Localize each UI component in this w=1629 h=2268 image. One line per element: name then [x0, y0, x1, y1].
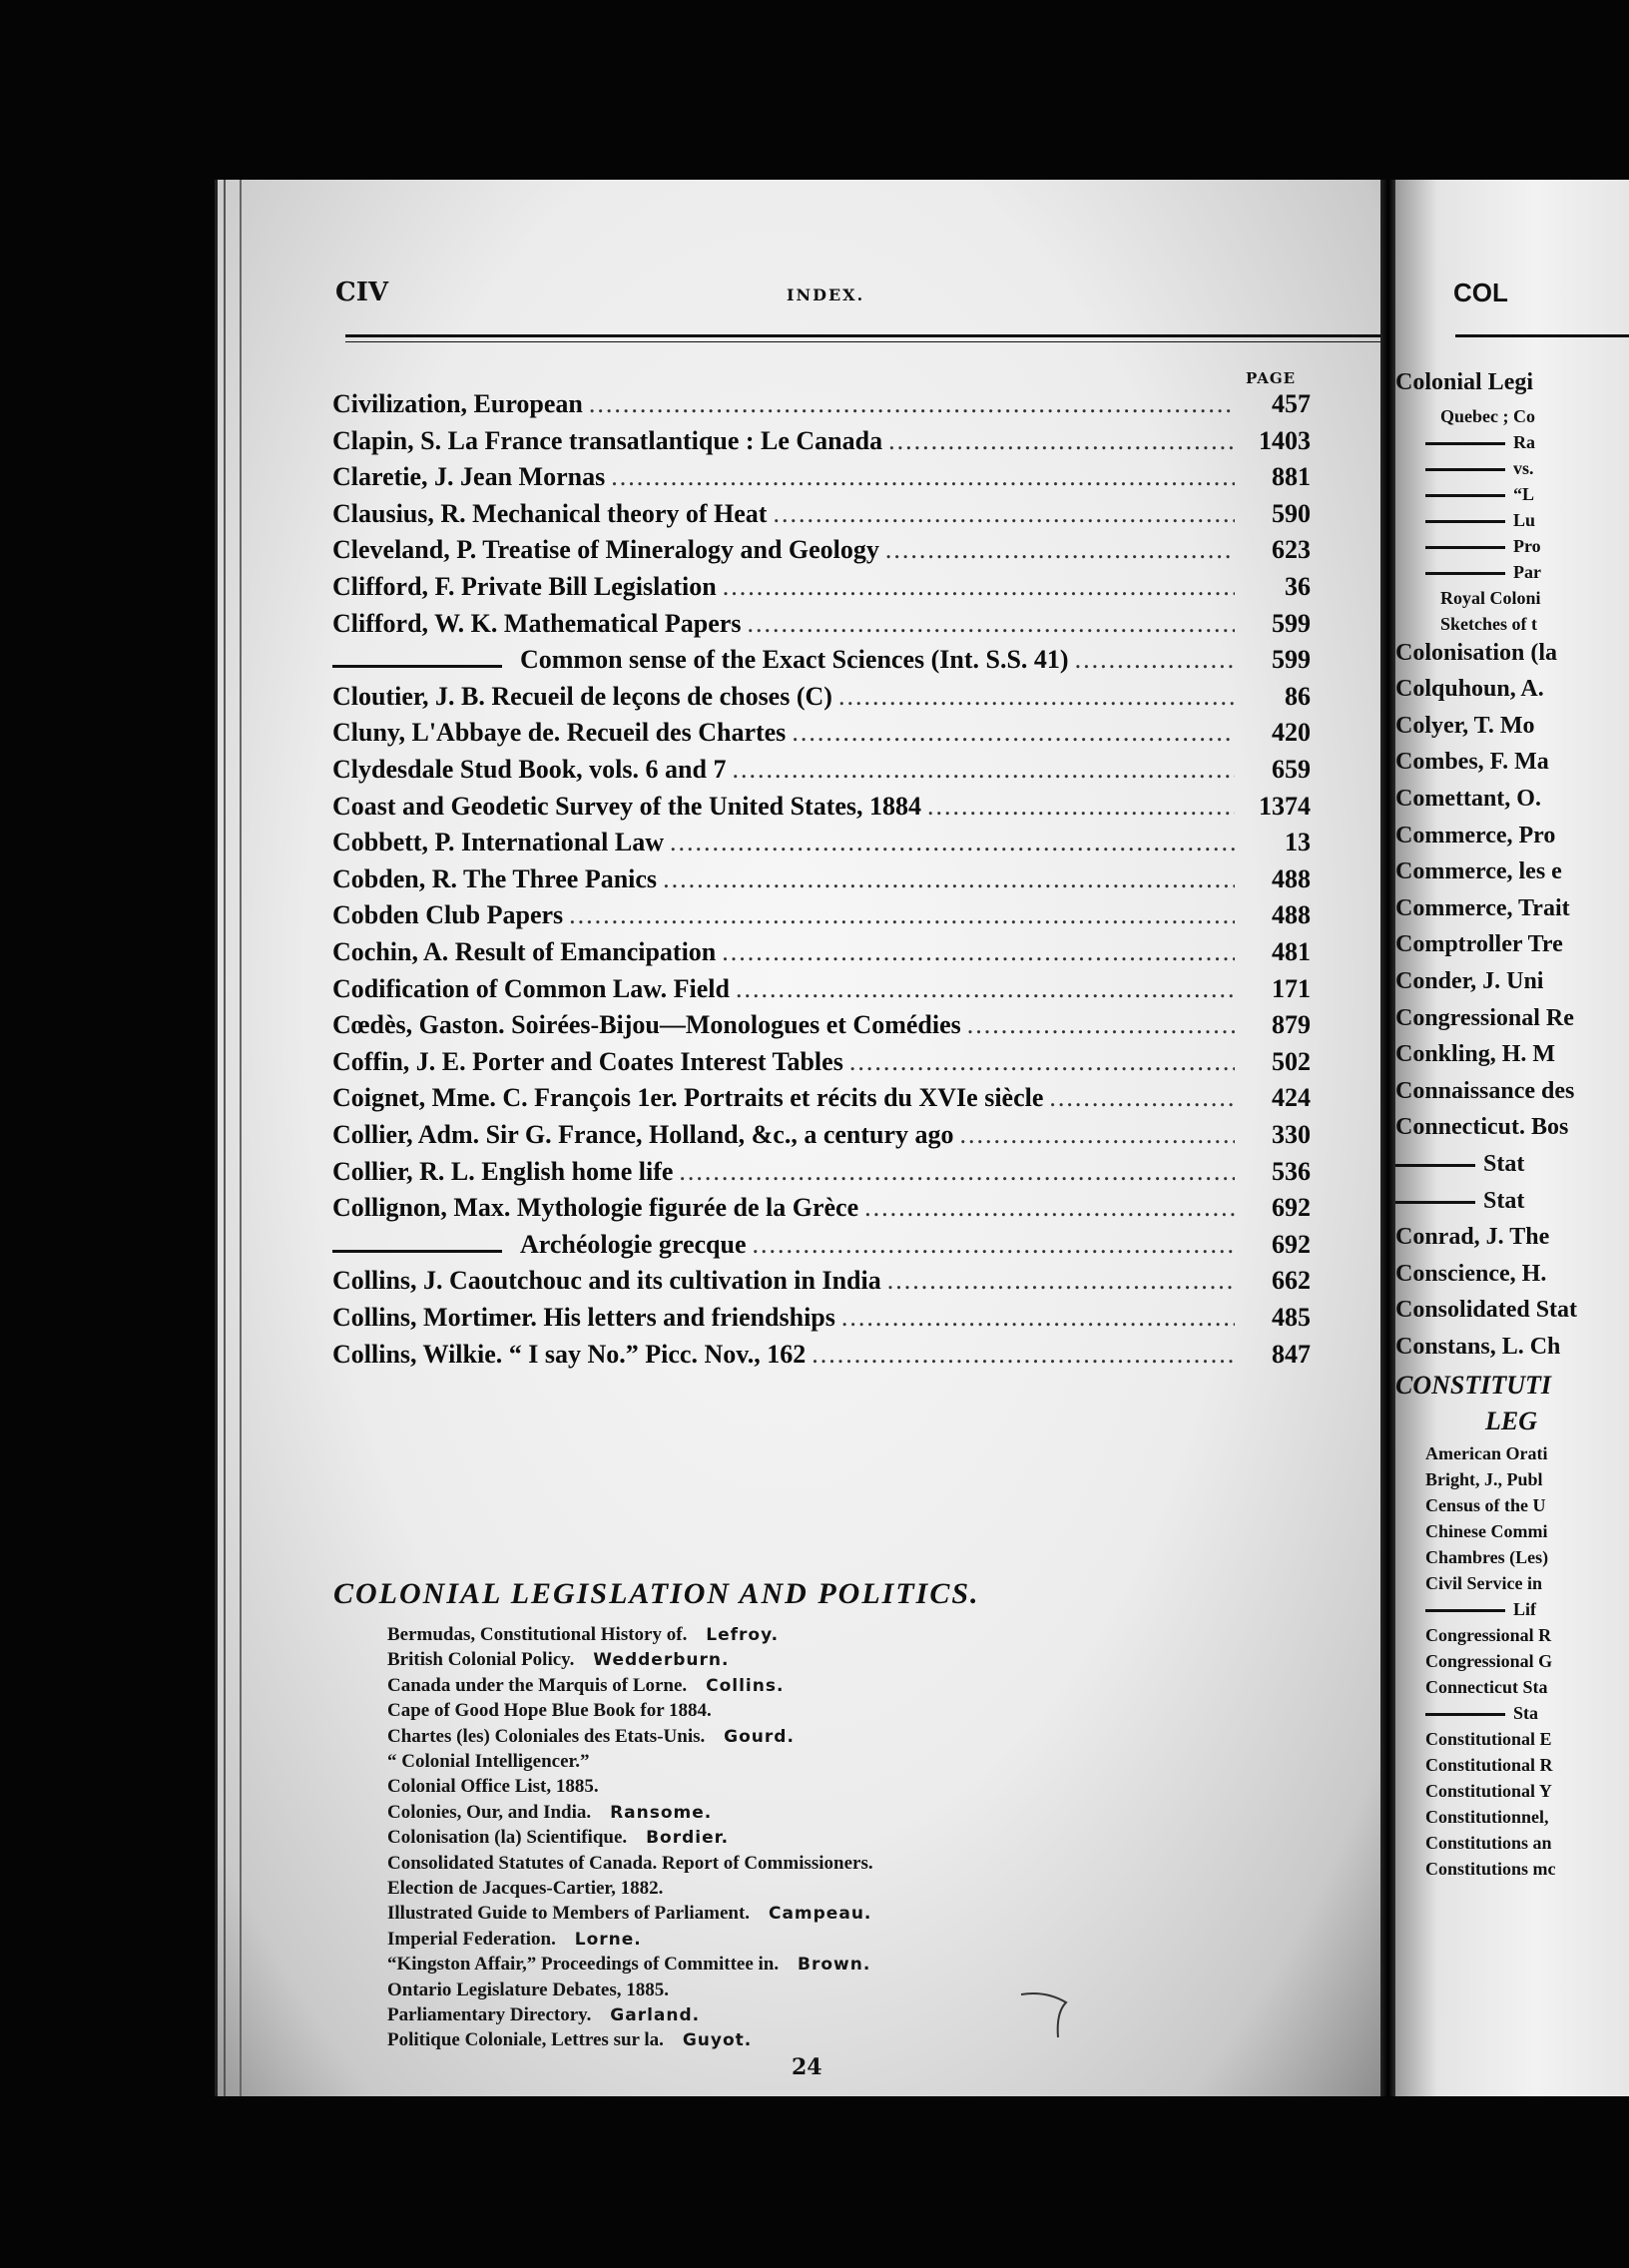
right-line-text: Constitutions an — [1425, 1832, 1552, 1853]
right-line-text: Conrad, J. The — [1395, 1224, 1550, 1251]
index-entry — [332, 864, 1311, 900]
right-line-text: “L — [1513, 483, 1535, 504]
entry-text: Codification of Common Law. Field — [332, 973, 730, 1003]
index-entry — [332, 755, 1311, 791]
section-item-title: Illustrated Guide to Members of Parliament. — [387, 1903, 751, 1925]
ditto-dash — [1425, 494, 1505, 497]
leader-dots — [885, 535, 1235, 565]
index-entry — [332, 1303, 1311, 1339]
entry-text: Coffin, J. E. Porter and Coates Interest Tables — [332, 1046, 843, 1076]
right-line-text: Constitutional Y — [1425, 1780, 1552, 1801]
right-line-text: Chambres (Les) — [1425, 1546, 1549, 1567]
section-item-author: Collins. — [699, 1675, 785, 1696]
right-index-line — [1395, 968, 1629, 1002]
index-entry — [332, 682, 1311, 718]
leader-dots — [679, 1157, 1235, 1187]
right-index-line — [1425, 1547, 1629, 1573]
right-index-line — [1425, 484, 1629, 510]
right-line-text: Sketches of t — [1440, 613, 1537, 634]
right-index-line — [1425, 1755, 1629, 1781]
index-entry — [332, 1083, 1311, 1119]
right-index-line — [1485, 1407, 1629, 1440]
right-index-line — [1425, 1625, 1629, 1651]
index-entry — [332, 645, 1311, 681]
section-item — [387, 1929, 1186, 1955]
section-item — [387, 1853, 1186, 1879]
entry-text: Collier, R. L. English home life — [332, 1156, 674, 1186]
entry-page: 424 — [1272, 1083, 1311, 1113]
right-index-line — [1425, 562, 1629, 588]
right-index-line — [1395, 1224, 1629, 1258]
section-item-author: Bordier. — [639, 1828, 730, 1849]
right-index-line — [1425, 1651, 1629, 1677]
index-entry — [332, 1010, 1311, 1046]
section-item — [387, 1802, 1186, 1828]
right-index-line — [1395, 1334, 1629, 1368]
section-item-author: Lefroy. — [699, 1625, 780, 1645]
section-item-title: Ontario Legislature Debates, 1885. — [387, 1979, 669, 2000]
right-line-text: Census of the U — [1425, 1494, 1546, 1515]
right-line-text: Constitutional R — [1425, 1754, 1553, 1775]
section-item-title: “ Colonial Intelligencer.” — [387, 1751, 590, 1772]
section-item — [387, 1624, 1186, 1650]
entry-page: 1374 — [1259, 791, 1311, 821]
leader-dots — [569, 900, 1235, 930]
right-index-line — [1395, 713, 1629, 747]
right-line-text: Conder, J. Uni — [1395, 968, 1544, 994]
ditto-dash — [1425, 520, 1505, 523]
leader-dots — [589, 389, 1235, 419]
entry-page: 481 — [1272, 937, 1311, 966]
right-line-text: Chinese Commi — [1425, 1520, 1548, 1541]
entry-text: Cœdès, Gaston. Soirées-Bijou—Monologues et Comédies — [332, 1010, 961, 1040]
right-line-text: Connecticut. Bos — [1395, 1114, 1569, 1141]
entry-text: Archéologie grecque — [520, 1229, 747, 1259]
right-index-line — [1425, 1833, 1629, 1859]
right-index-line — [1395, 1151, 1629, 1185]
leader-dots — [812, 1340, 1235, 1370]
index-entry — [332, 462, 1311, 498]
leader-dots — [611, 462, 1235, 492]
section-item-author: Gourd. — [717, 1726, 795, 1747]
right-index-line — [1395, 1005, 1629, 1039]
section-item-title: Colonisation (la) Scientifique. — [387, 1827, 628, 1849]
entry-text: Cobden Club Papers — [332, 900, 564, 930]
right-line-text: Constitutional E — [1425, 1728, 1552, 1749]
index-entry — [332, 1120, 1311, 1156]
index-entry — [332, 609, 1311, 645]
running-head-left: CIV — [335, 278, 389, 307]
right-index-line — [1425, 1599, 1629, 1625]
section-item — [387, 1878, 1186, 1904]
right-line-text: LEG — [1485, 1407, 1537, 1436]
ditto-dash — [332, 665, 502, 668]
section-item-author: Brown. — [791, 1955, 871, 1976]
right-index-line — [1395, 1188, 1629, 1222]
section-item-title: Parliamentary Directory. — [387, 2004, 592, 2025]
section-item — [387, 1649, 1186, 1675]
section-item-author: Campeau. — [762, 1904, 872, 1925]
right-line-text: Bright, J., Publ — [1425, 1468, 1543, 1489]
right-line-text: Sta — [1513, 1702, 1539, 1723]
entry-page: 457 — [1272, 389, 1311, 418]
leader-dots — [967, 1010, 1235, 1040]
section-item-title: Consolidated Statutes of Canada. Report of Commissioners. — [387, 1852, 873, 1874]
leader-dots — [747, 609, 1235, 639]
leader-dots — [1075, 645, 1235, 675]
page-folio: 24 — [792, 2054, 822, 2080]
leader-dots — [887, 1266, 1235, 1296]
leader-dots — [927, 792, 1235, 822]
index-entry — [332, 426, 1311, 462]
entry-text: Coast and Geodetic Survey of the United States, 1884 — [332, 791, 922, 821]
right-index-line — [1395, 369, 1629, 403]
index-entry — [332, 1340, 1311, 1376]
entry-text: Collignon, Max. Mythologie figurée de la Grèce — [332, 1193, 859, 1223]
entry-text: Cochin, A. Result of Emancipation — [332, 937, 717, 966]
right-index-line — [1425, 1495, 1629, 1521]
index-entry — [332, 937, 1311, 973]
section-item-title: Bermudas, Constitutional History of. — [387, 1624, 688, 1645]
right-index-line — [1425, 1443, 1629, 1469]
entry-text: Coignet, Mme. C. François 1er. Portraits et récits du XVIe siècle — [332, 1083, 1044, 1113]
entry-text: Clapin, S. La France transatlantique : Le Canada — [332, 425, 883, 455]
right-index-line — [1425, 1469, 1629, 1495]
section-item-title: Colonial Office List, 1885. — [387, 1776, 599, 1798]
ditto-dash — [1425, 442, 1505, 445]
section-item-title: British Colonial Policy. — [387, 1649, 575, 1671]
section-item-title: Colonies, Our, and India. — [387, 1801, 592, 1823]
right-line-text: Connaissance des — [1395, 1077, 1575, 1104]
right-line-text: Pro — [1513, 535, 1541, 556]
leader-dots — [849, 1047, 1235, 1077]
right-line-text: Combes, F. Ma — [1395, 749, 1549, 776]
leader-dots — [736, 974, 1235, 1004]
section-item — [387, 1726, 1186, 1752]
entry-page: 330 — [1272, 1120, 1311, 1149]
right-line-text: Commerce, Pro — [1395, 822, 1556, 849]
entry-page: 692 — [1272, 1229, 1311, 1259]
entry-text: Clifford, W. K. Mathematical Papers — [332, 608, 742, 638]
right-line-text: Comettant, O. — [1395, 786, 1541, 812]
right-line-text: Commerce, les e — [1395, 858, 1562, 885]
right-line-text: Constitutionnel, — [1425, 1806, 1549, 1827]
entry-page: 662 — [1272, 1266, 1311, 1296]
entry-page: 502 — [1272, 1046, 1311, 1076]
running-head-center: INDEX. — [787, 285, 865, 304]
leader-dots — [773, 499, 1235, 529]
leader-dots — [722, 937, 1235, 967]
right-index-line — [1425, 1807, 1629, 1833]
right-index-line — [1395, 1114, 1629, 1148]
entry-text: Collier, Adm. Sir G. France, Holland, &c., a century ago — [332, 1120, 954, 1149]
section-item — [387, 1751, 1186, 1777]
right-page — [1395, 180, 1629, 2096]
right-line-text: Colyer, T. Mo — [1395, 712, 1535, 739]
section-item-title: Chartes (les) Coloniales des Etats-Unis. — [387, 1725, 706, 1747]
entry-text: Cleveland, P. Treatise of Mineralogy and Geology — [332, 535, 879, 565]
right-index-line — [1425, 536, 1629, 562]
right-line-text: Congressional R — [1425, 1624, 1552, 1645]
index-entry — [332, 499, 1311, 535]
right-line-text: Colonisation (la — [1395, 639, 1558, 666]
right-index-line — [1395, 749, 1629, 783]
right-index-line — [1425, 1703, 1629, 1729]
entry-text: Collins, J. Caoutchouc and its cultivation in India — [332, 1266, 881, 1296]
right-line-text: Ra — [1513, 431, 1535, 452]
entry-page: 420 — [1272, 718, 1311, 748]
right-index-line — [1425, 510, 1629, 536]
right-index-line — [1440, 406, 1629, 432]
right-line-text: Colquhoun, A. — [1395, 676, 1544, 703]
entry-page: 659 — [1272, 755, 1311, 784]
leader-dots — [670, 828, 1235, 857]
section-item-author: Wedderburn. — [586, 1650, 730, 1671]
right-line-text: American Orati — [1425, 1442, 1548, 1463]
entry-text: Clausius, R. Mechanical theory of Heat — [332, 498, 768, 528]
section-item-title: Election de Jacques-Cartier, 1882. — [387, 1878, 664, 1899]
right-line-text: Lu — [1513, 509, 1536, 530]
entry-text: Clifford, F. Private Bill Legislation — [332, 572, 717, 601]
entry-page: 590 — [1272, 498, 1311, 528]
entry-text: Civilization, European — [332, 389, 583, 418]
section-item — [387, 1700, 1186, 1726]
right-line-text: Constitutions mc — [1425, 1858, 1556, 1879]
right-index-line — [1395, 858, 1629, 892]
section-item-title: Cape of Good Hope Blue Book for 1884. — [387, 1700, 712, 1722]
ditto-dash — [1425, 546, 1505, 549]
right-index-line — [1395, 1261, 1629, 1295]
section-item — [387, 1675, 1186, 1701]
entry-text: Cobden, R. The Three Panics — [332, 863, 658, 893]
leader-dots — [732, 755, 1235, 785]
index-entry — [332, 572, 1311, 608]
index-entry — [332, 389, 1311, 425]
entry-page: 623 — [1272, 535, 1311, 565]
index-entry — [332, 974, 1311, 1010]
right-index-line — [1395, 1371, 1629, 1405]
right-index-line — [1395, 786, 1629, 820]
section-title: COLONIAL LEGISLATION AND POLITICS. — [333, 1577, 980, 1610]
right-index-line — [1395, 823, 1629, 856]
ditto-dash — [1425, 572, 1505, 575]
right-line-text: Quebec ; Co — [1440, 405, 1535, 426]
leader-dots — [960, 1120, 1235, 1150]
entry-text: Clydesdale Stud Book, vols. 6 and 7 — [332, 755, 727, 784]
right-line-text: CONSTITUTI — [1395, 1370, 1552, 1400]
entry-page: 488 — [1272, 900, 1311, 930]
leader-dots — [723, 572, 1235, 602]
entry-page: 692 — [1272, 1193, 1311, 1223]
index-entry — [332, 718, 1311, 754]
entry-text: Cluny, L'Abbaye de. Recueil des Chartes — [332, 718, 787, 748]
index-entry — [332, 900, 1311, 936]
right-line-text: vs. — [1513, 457, 1534, 478]
right-index-line — [1425, 1781, 1629, 1807]
right-index-line — [1395, 931, 1629, 965]
entry-page: 599 — [1272, 608, 1311, 638]
right-line-text: Commerce, Trait — [1395, 894, 1570, 921]
leader-dots — [841, 1303, 1235, 1333]
right-line-text: Civil Service in — [1425, 1572, 1542, 1593]
entry-page: 879 — [1272, 1010, 1311, 1040]
ditto-dash — [1425, 468, 1505, 471]
right-line-text: Constans, L. Ch — [1395, 1334, 1561, 1360]
entry-text: Collins, Mortimer. His letters and friendships — [332, 1303, 835, 1332]
ditto-dash — [1395, 1164, 1475, 1167]
section-item — [387, 1903, 1186, 1929]
leader-dots — [864, 1193, 1235, 1223]
entry-page: 847 — [1272, 1339, 1311, 1369]
right-index-line — [1425, 1573, 1629, 1599]
entry-text: Cloutier, J. B. Recueil de leçons de choses (C) — [332, 681, 832, 711]
right-index-line — [1425, 1677, 1629, 1703]
right-line-text: Par — [1513, 561, 1541, 582]
leader-dots — [1049, 1083, 1235, 1113]
index-entry — [332, 1230, 1311, 1266]
ditto-dash — [1395, 1201, 1475, 1204]
entry-text: Claretie, J. Jean Mornas — [332, 462, 606, 492]
right-line-text: Conscience, H. — [1395, 1260, 1547, 1287]
index-entry — [332, 535, 1311, 571]
leader-dots — [792, 718, 1235, 748]
right-running-head: COL — [1453, 278, 1508, 307]
right-index-line — [1395, 895, 1629, 929]
entry-page: 881 — [1272, 462, 1311, 492]
right-line-text: Congressional G — [1425, 1650, 1553, 1671]
index-entry — [332, 792, 1311, 828]
entry-page: 1403 — [1259, 425, 1311, 455]
section-item-title: Canada under the Marquis of Lorne. — [387, 1674, 688, 1696]
index-entry — [332, 828, 1311, 863]
right-line-text: Stat — [1483, 1187, 1525, 1214]
section-item-title: “Kingston Affair,” Proceedings of Committee in. — [387, 1954, 780, 1976]
leader-dots — [888, 426, 1235, 456]
page-column-label: PAGE — [1246, 369, 1297, 387]
right-index-line — [1395, 1078, 1629, 1112]
section-item-author: Lorne. — [567, 1929, 642, 1950]
ditto-dash — [1425, 1713, 1505, 1716]
page-gutter — [1380, 180, 1396, 2096]
right-index-line — [1425, 1859, 1629, 1885]
section-item-author: Guyot. — [675, 2030, 753, 2051]
right-index-line — [1440, 614, 1629, 640]
right-line-text: Connecticut Sta — [1425, 1676, 1548, 1697]
entry-page: 13 — [1285, 828, 1311, 857]
right-index-line — [1425, 432, 1629, 458]
right-index-line — [1395, 1297, 1629, 1331]
entry-page: 485 — [1272, 1303, 1311, 1332]
entry-page: 536 — [1272, 1156, 1311, 1186]
entry-page: 36 — [1285, 572, 1311, 601]
entry-text: Cobbett, P. International Law — [332, 828, 665, 857]
section-item — [387, 1954, 1186, 1980]
leader-dots — [838, 682, 1235, 712]
section-item — [387, 1776, 1186, 1802]
right-line-text: Consolidated Stat — [1395, 1297, 1578, 1324]
entry-page: 86 — [1285, 681, 1311, 711]
right-line-text: Stat — [1483, 1151, 1525, 1177]
index-entry — [332, 1157, 1311, 1193]
entry-text: Collins, Wilkie. “ I say No.” Picc. Nov., 162 — [332, 1339, 807, 1369]
right-line-text: Colonial Legi — [1395, 369, 1534, 395]
right-index-line — [1395, 676, 1629, 710]
index-entry — [332, 1047, 1311, 1083]
index-entry — [332, 1193, 1311, 1229]
entry-text: Common sense of the Exact Sciences (Int. S.S. 41) — [520, 645, 1069, 675]
pencil-mark-icon — [1016, 1983, 1096, 2042]
right-index-line — [1395, 1041, 1629, 1075]
ditto-dash — [1425, 1609, 1505, 1612]
right-index-line — [1425, 458, 1629, 484]
right-index-line — [1440, 588, 1629, 614]
leader-dots — [752, 1230, 1235, 1260]
section-item-title: Imperial Federation. — [387, 1928, 556, 1950]
right-index-line — [1425, 1521, 1629, 1547]
section-item-author: Ransome. — [603, 1802, 713, 1823]
section-item-title: Politique Coloniale, Lettres sur la. — [387, 2029, 664, 2051]
entry-page: 488 — [1272, 863, 1311, 893]
section-item-author: Garland. — [603, 2005, 701, 2025]
spine-binding — [224, 180, 242, 2096]
right-header-rule — [1455, 334, 1629, 337]
ditto-dash — [332, 1250, 502, 1253]
entry-page: 599 — [1272, 645, 1311, 675]
section-item — [387, 1827, 1186, 1853]
right-line-text: Conkling, H. M — [1395, 1041, 1556, 1068]
header-rule — [345, 334, 1383, 337]
left-page — [215, 180, 1390, 2096]
header-rule-thin — [345, 341, 1383, 342]
right-index-line — [1395, 640, 1629, 674]
leader-dots — [663, 864, 1235, 894]
right-line-text: Congressional Re — [1395, 1004, 1574, 1031]
right-line-text: Royal Coloni — [1440, 587, 1541, 608]
right-line-text: Lif — [1513, 1598, 1537, 1619]
index-entry — [332, 1266, 1311, 1302]
right-index-line — [1425, 1729, 1629, 1755]
entry-page: 171 — [1272, 973, 1311, 1003]
right-line-text: Comptroller Tre — [1395, 931, 1563, 958]
